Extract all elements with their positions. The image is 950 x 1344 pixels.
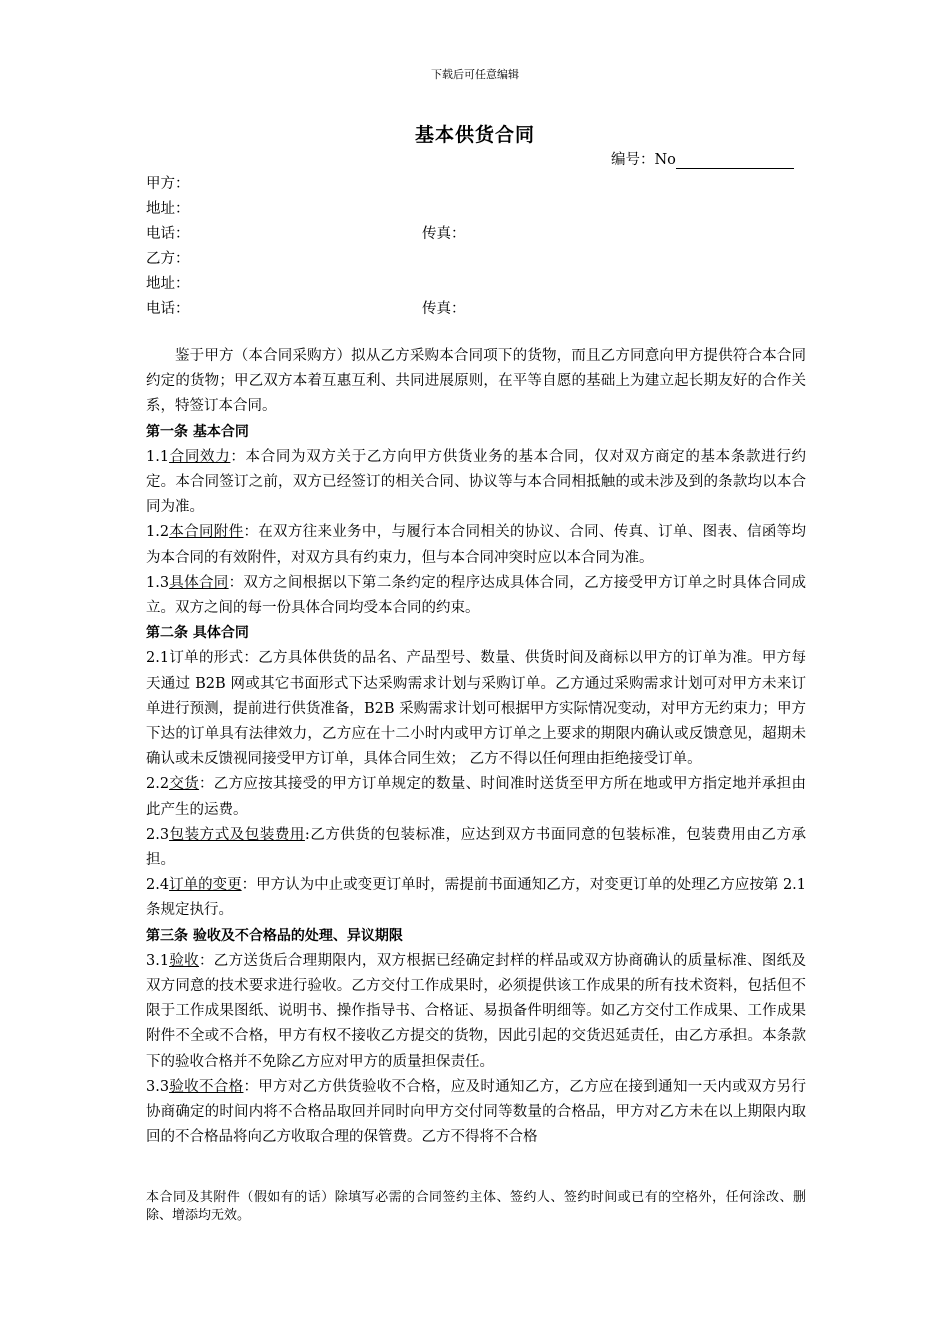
contract-number-label: 编号：No (611, 152, 676, 168)
clause-3-3: 3.3验收不合格：甲方对乙方供货验收不合格，应及时通知乙方，乙方应在接到通知一天内或双方另行协商确定的时间内将不合格品取回并同时向甲方交付同等数量的合格品，甲方对乙方未在以上期限内取回的不合格品将向乙方收取合理的保管费。乙方不得将不合格 (146, 1078, 806, 1146)
clause-2-3: 2.3包装方式及包装费用:乙方供货的包装标准，应达到双方书面同意的包装标准，包装费用由乙方承担。 (146, 826, 806, 869)
footer-note: 本合同及其附件（假如有的话）除填写必需的合同签约主体、签约人、签约时间或已有的空格外，任何涂改、删除、增添均无效。 (146, 1190, 806, 1223)
clause-2-4: 2.4订单的变更：甲方认为中止或变更订单时，需提前书面通知乙方，对变更订单的处理乙方应按第 2.1 条规定执行。 (146, 877, 807, 919)
clause-1-1: 1.1合同效力：本合同为双方关于乙方向甲方供货业务的基本合同，仅对双方商定的基本条款进行约定。本合同签订之前，双方已经签订的相关合同、协议等与本合同相抵触的或未涉及到的条款均以本合同为准。 (146, 448, 806, 516)
document-title: 基本供货合同 (414, 124, 535, 146)
address-b-label: 地址： (146, 276, 190, 292)
clause-2-1: 2.1订单的形式：乙方具体供货的品名、产品型号、数量、供货时间及商标以甲方的订单为准。甲方每天通过 B2B 网或其它书面形式下达采购需求计划与采购订单。乙方通过采购需求计划可对甲方未来订单进行预测，提前进行供货准备，B2B 采购需求计划可根据甲方实际情况变动，对甲方无约束力；甲方下达的订单具有法律效力，乙方应在十二小时内或甲方订单之上要求的期限内确认或反馈意见，超期未确认或未反馈视同接受甲方订单，具体合同生效； 乙方不得以任何理由拒绝接受订单。 (146, 650, 806, 768)
section-3-title: 第三条 验收及不合格品的处理、异议期限 (146, 927, 403, 944)
contract-body (146, 344, 806, 1151)
phone-b-label: 电话： (146, 301, 190, 317)
address-a-label: 地址： (146, 201, 190, 217)
party-a-label: 甲方： (146, 176, 190, 192)
phone-a-label: 电话： (146, 226, 190, 242)
section-1-title: 第一条 基本合同 (146, 423, 249, 440)
preamble: 鉴于甲方（本合同采购方）拟从乙方采购本合同项下的货物，而且乙方同意向甲方提供符合本合同约定的货物；甲乙双方本着互惠互利、共同进展原则，在平等自愿的基础上为建立起长期友好的合作关系，特签订本合同。 (146, 348, 806, 415)
fax-b-label: 传真： (422, 301, 466, 317)
header-note: 下载后可任意编辑 (431, 68, 519, 81)
fax-a-label: 传真： (422, 226, 466, 242)
contract-number-blank (676, 154, 794, 169)
clause-3-1: 3.1验收：乙方送货后合理期限内，双方根据已经确定封样的样品或双方协商确认的质量标准、图纸及双方同意的技术要求进行验收。乙方交付工作成果时，必须提供该工作成果的所有技术资料，包括但不限于工作成果图纸、说明书、操作指导书、合格证、易损备件明细等。如乙方交付工作成果、工作成果附件不全或不合格，甲方有权不接收乙方提交的货物，因此引起的交货迟延责任，由乙方承担。本条款下的验收合格并不免除乙方应对甲方的质量担保责任。 (146, 952, 806, 1070)
clause-1-2: 1.2本合同附件：在双方往来业务中，与履行本合同相关的协议、合同、传真、订单、图表、信函等均为本合同的有效附件，对双方具有约束力，但与本合同冲突时应以本合同为准。 (146, 524, 806, 566)
contract-number (611, 148, 794, 169)
party-b-label: 乙方： (146, 251, 190, 267)
clause-1-3: 1.3具体合同：双方之间根据以下第二条约定的程序达成具体合同，乙方接受甲方订单之时具体合同成立。双方之间的每一份具体合同均受本合同的约束。 (146, 574, 806, 617)
parties-block (146, 172, 806, 322)
section-2-title: 第二条 具体合同 (146, 625, 249, 642)
clause-2-2: 2.2交货：乙方应按其接受的甲方订单规定的数量、时间准时送货至甲方所在地或甲方指定地并承担由此产生的运费。 (146, 776, 806, 818)
